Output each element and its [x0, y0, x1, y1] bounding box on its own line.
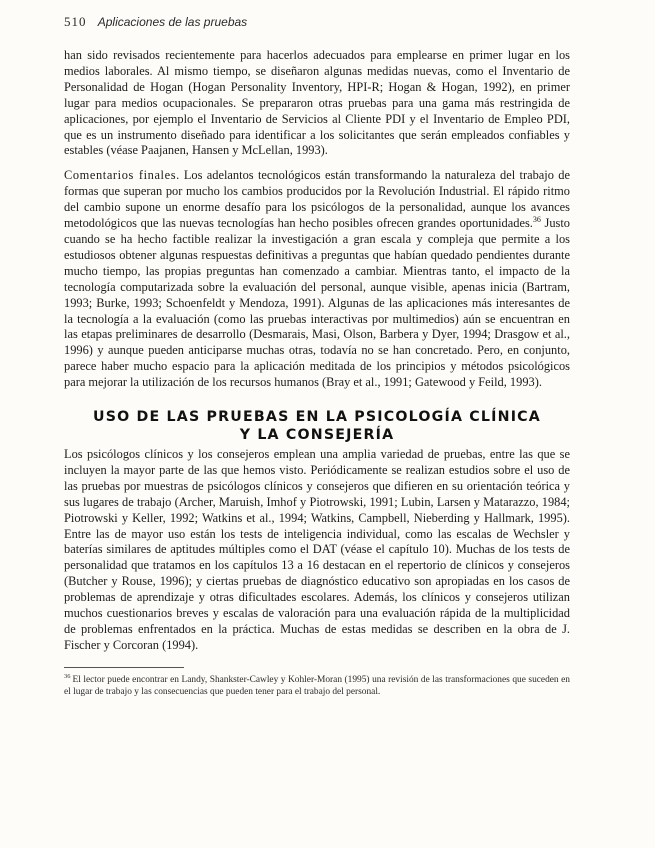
footnote [64, 674, 570, 698]
footnote-divider [64, 667, 184, 668]
paragraph-continuation: han sido revisados recientemente para hacerlos adecuados para emplearse en primer lugar en los medios laborales. Al mismo tiempo, se diseñaron algunas medidas nuevas, como el Inventario de Personalidad de Hogan (Hogan Personality Inventory, HPI-R; Hogan & Hogan, 1992), en primer lugar para medios ocupacionales. Se prepararon otras pruebas para una gama más restringida de aplicaciones, por ejemplo el Inventario de Servicios al Cliente PDI y el Inventario de Empleo PDI, que es un instrumento diseñado para identificar a los solicitantes que serán empleados confiables y estables (véase Paajanen, Hansen y McLellan, 1993). [64, 48, 570, 158]
page-number: 510 [64, 14, 87, 29]
footnote-reference: 36 [532, 214, 541, 224]
running-header [64, 14, 247, 30]
section-heading-line-2: Y LA CONSEJERÍA [239, 427, 395, 444]
paragraph-text-b: Justo cuando se ha hecho factible realizar la investigación a gran escala y compleja que permite a los estudiosos obtener algunas respuestas definitivas a preguntas que habían quedado pendientes durante mucho tiempo, las propias preguntas han comenzado a cambiar. Mientras tanto, el impacto de la tecnología computarizada sobre la evaluación del personal, aunque visible, apenas inicia (Bartram, 1993; Burke, 1993; Schoenfeldt y Mendoza, 1991). Algunas de las aplicaciones más interesantes de la tecnología a la evaluación (como las pruebas interactivas por multimedios) aún se encuentran en las etapas preliminares de desarrollo (Desmarais, Masi, Olson, Barbera y Dyer, 1994; Drasgow et al., 1996) y aunque pueden anticiparse muchas otras, todavía no se han concretado. Pero, en conjunto, parece haber mucho espacio para la aplicación meditada de los principios y métodos psicológicos para mejorar la utilización de los recursos humanos (Bray et al., 1991; Gatewood y Feild, 1993). [64, 216, 570, 390]
paragraph-clinical-use: Los psicólogos clínicos y los consejeros emplean una amplia variedad de pruebas, entre las que se incluyen la mayor parte de las que hemos visto. Periódicamente se realizan estudios sobre el uso de las pruebas por muestras de psicólogos clínicos y consejeros que difieren en su orientación teórica y sus lugares de trabajo (Archer, Maruish, Imhof y Piotrowski, 1991; Lubin, Larsen y Matarazzo, 1984; Piotrowski y Keller, 1992; Watkins et al., 1994; Watkins, Campbell, Nieberding y Hallmark, 1995). Entre las de mayor uso están los tests de inteligencia individual, como las escalas de Wechsler y baterías similares de aptitudes múltiples como el DAT (véase el capítulo 10). Muchas de los tests de personalidad que tratamos en los capítulos 13 a 16 destacan en el repertorio de clínicos y consejeros (Butcher y Rouse, 1996); y ciertas pruebas de diagnóstico educativo son apropiadas en los casos de problemas de aprendizaje y otras dificultades escolares. Además, los clínicos y consejeros utilizan muchos cuestionarios breves y escalas de valoración para una evaluación rápida de la multiplicidad de problemas enfrentados en la práctica. Muchas de estas medidas se describen en la obra de J. Fischer y Corcoran (1994). [64, 447, 570, 652]
section-heading-line-1: USO DE LAS PRUEBAS EN LA PSICOLOGÍA CLÍNICA [93, 409, 541, 426]
paragraph-text-a: Los adelantos tecnológicos están transformando la naturaleza del trabajo de formas que superan por mucho los cambios producidos por la Revolución Industrial. El rápido ritmo del cambio supone un enorme desafío para los psicólogos de la personalidad, aunque los avances metodológicos que las nuevas tecnologías han hecho posibles ofrecen grandes oportunidades. [64, 168, 571, 231]
page-body [64, 48, 570, 698]
footnote-number: 36 [64, 672, 71, 680]
section-heading [64, 408, 570, 444]
paragraph-final-comments [64, 168, 570, 391]
running-title: Aplicaciones de las pruebas [97, 15, 248, 29]
footnote-text: El lector puede encontrar en Landy, Shankster-Cawley y Kohler-Moran (1995) una revisión de las transformaciones que suceden en el lugar de trabajo y las consecuencias que pueden tener para el trabajo del personal. [64, 674, 570, 697]
paragraph-lead-in: Comentarios finales. [64, 168, 180, 183]
